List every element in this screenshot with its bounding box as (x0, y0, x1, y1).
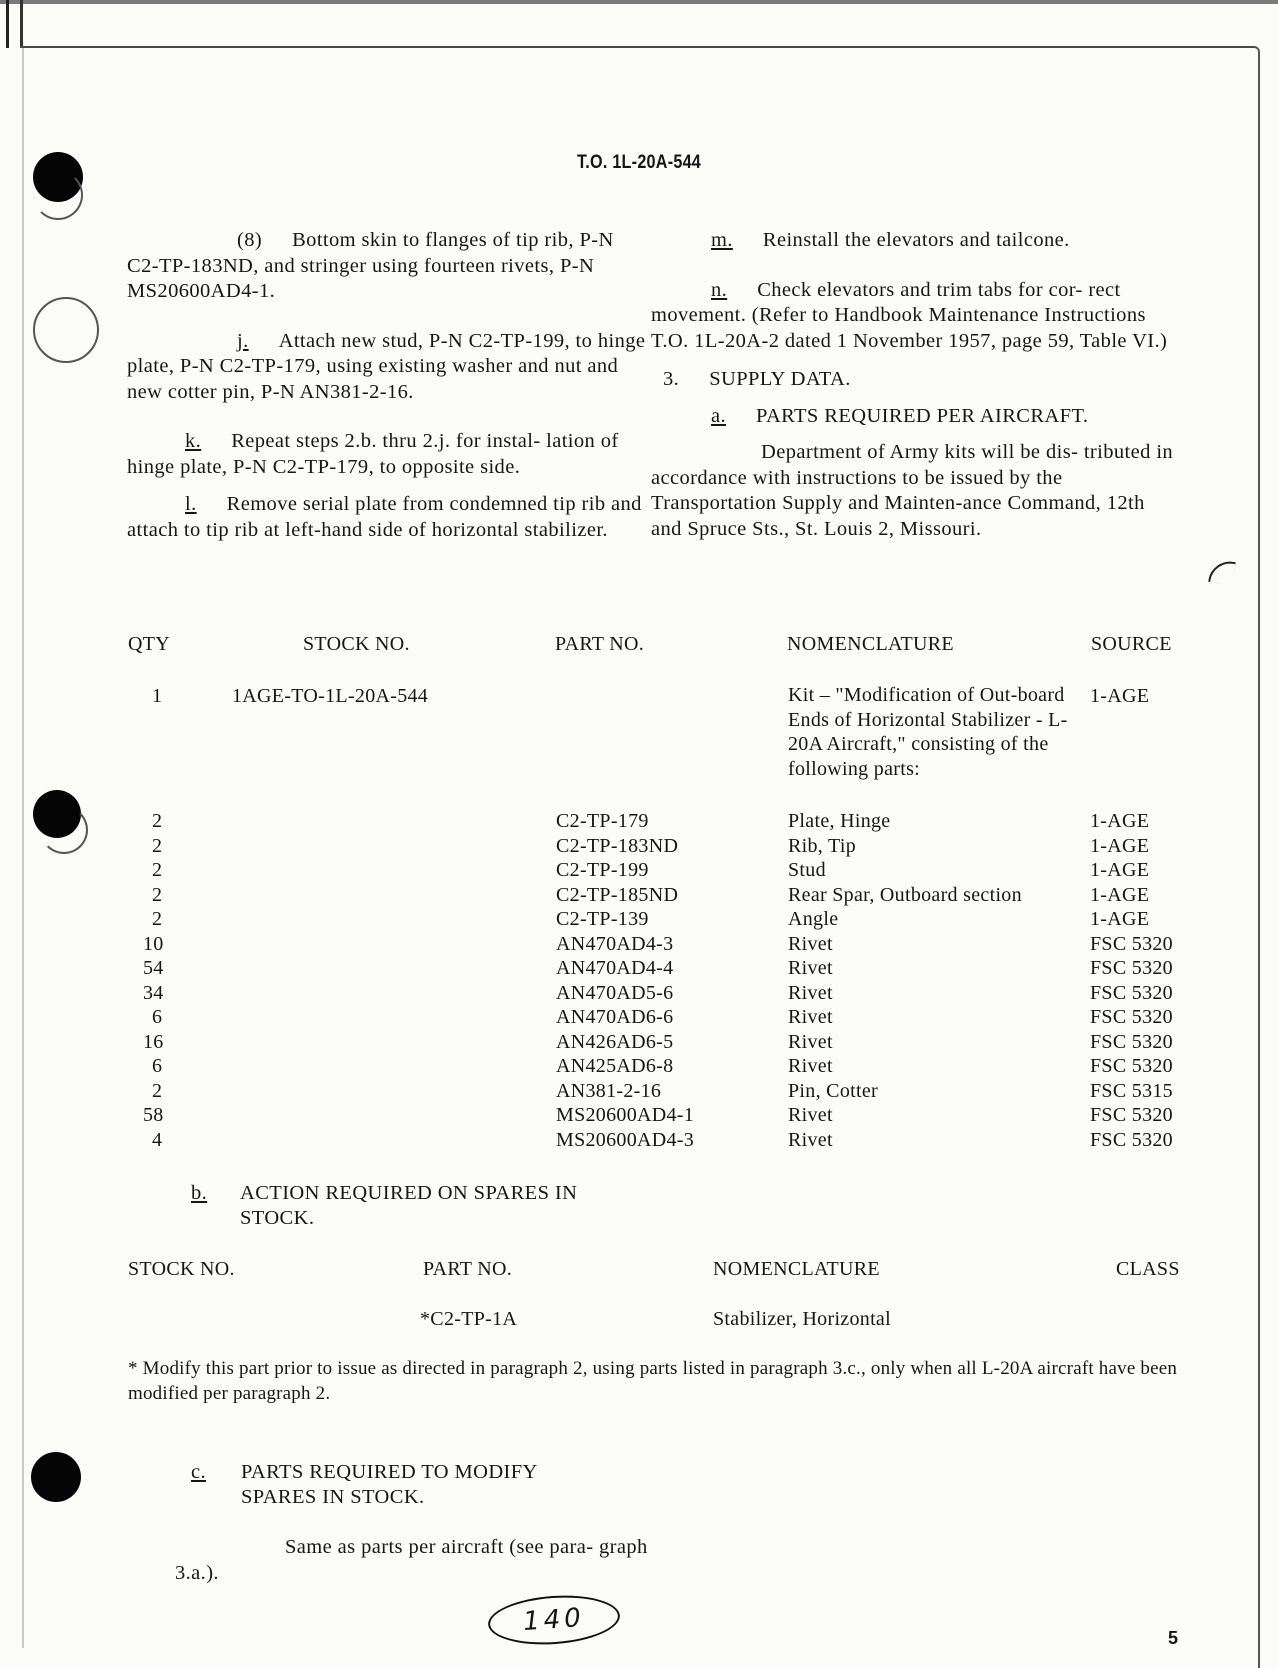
source-cell: 1-AGE (1090, 834, 1150, 857)
document-title: T.O. 1L-20A-544 (576, 152, 702, 173)
qty-cell: 54 (143, 957, 164, 979)
source-cell: FSC 5320 (1090, 1030, 1173, 1053)
step-label: j. (237, 329, 249, 352)
left-column (127, 228, 647, 543)
col-stock-no: STOCK NO. (128, 1258, 235, 1280)
right-column (651, 228, 1176, 542)
footnote: * Modify this part prior to issue as directed in paragraph 2, using parts listed in paragraph 3.c., only when all L-20A aircraft have been modified per paragraph 2. (128, 1358, 1178, 1404)
col-nomenclature: NOMENCLATURE (787, 633, 954, 655)
source-cell: FSC 5315 (1090, 1079, 1173, 1102)
source-cell: FSC 5320 (1090, 1006, 1173, 1028)
source-cell: 1-AGE (1090, 859, 1150, 881)
step-j: j. Attach new stud, P-N C2-TP-199, to hinge plate, P-N C2-TP-179, using existing washer and nut and new cotter pin, P-N AN381-2-16. (127, 329, 646, 403)
part-cell: AN470AD4-4 (556, 957, 674, 979)
part-cell: MS20600AD4-1 (556, 1104, 695, 1126)
step-label: m. (711, 229, 733, 251)
stock-cell: 1AGE-TO-1L-20A-544 (232, 685, 429, 707)
step-n: n. Check elevators and trim tabs for cor- rect movement. (Refer to Handbook Maintenance Instructions T.O. 1L-20A-2 dated 1 November 1957, page 59, Table VI.) (651, 278, 1168, 352)
page-number: 5 (1168, 1628, 1179, 1648)
col-source: SOURCE (1091, 633, 1172, 655)
source-cell: FSC 5320 (1090, 1128, 1173, 1151)
qty-cell: 6 (152, 1055, 163, 1077)
nomenclature-cell: Rivet (788, 1128, 833, 1151)
punch-hole-ghost-icon (40, 806, 88, 854)
nomenclature-cell: Plate, Hinge (788, 810, 891, 832)
nomenclature-cell: Rivet (788, 981, 833, 1004)
nomenclature-cell: Angle (788, 908, 839, 930)
qty-cell: 2 (152, 834, 163, 857)
part-cell: C2-TP-185ND (556, 883, 679, 906)
part-cell: MS20600AD4-3 (556, 1128, 695, 1151)
nomenclature-cell: Rivet (788, 1030, 833, 1053)
nomenclature-cell: Rivet (788, 1055, 833, 1077)
qty-cell: 2 (152, 859, 163, 881)
section-3c-paragraph: Same as parts per aircraft (see para- graph 3.a.). (175, 1536, 648, 1584)
part-cell: AN426AD6-5 (556, 1030, 674, 1053)
nomenclature-cell: Pin, Cotter (788, 1079, 878, 1102)
nomenclature-cell: Rivet (788, 1104, 833, 1126)
nomenclature-cell: Rivet (788, 957, 833, 979)
source-cell: FSC 5320 (1090, 981, 1173, 1004)
source-cell: 1-AGE (1090, 883, 1150, 906)
section-3a-paragraph: Department of Army kits will be dis- tributed in accordance with instructions to be issued by the Transportation Supply and Mainten-ance Command, 12th and Spruce Sts., St. Louis 2, Missouri. (651, 441, 1174, 540)
part-cell: AN470AD4-3 (556, 932, 674, 955)
nomenclature-cell: Rear Spar, Outboard section (788, 883, 1022, 906)
punch-hole-ghost-icon (33, 170, 83, 220)
part-cell: AN470AD6-6 (556, 1006, 674, 1028)
qty-cell: 6 (152, 1006, 163, 1028)
part-cell: *C2-TP-1A (420, 1308, 518, 1330)
part-cell: AN425AD6-8 (556, 1055, 674, 1077)
nomenclature-cell: Stud (788, 859, 826, 881)
col-nomenclature: NOMENCLATURE (713, 1258, 880, 1280)
nomenclature-cell: Stabilizer, Horizontal (713, 1308, 891, 1330)
source-cell: FSC 5320 (1090, 1055, 1173, 1077)
step-label: k. (185, 430, 202, 452)
step-8: (8) Bottom skin to flanges of tip rib, P-N C2-TP-183ND, and stringer using fourteen rivets, P-N MS20600AD4-1. (127, 229, 614, 302)
col-part-no: PART NO. (423, 1258, 513, 1280)
handwritten-page-number: 140 (486, 1591, 621, 1648)
qty-cell: 34 (143, 981, 164, 1004)
scan-edge-left (6, 0, 9, 48)
qty-cell: 2 (152, 883, 163, 906)
source-cell: 1-AGE (1090, 685, 1150, 707)
col-part-no: PART NO. (555, 633, 645, 655)
step-label: (8) (237, 229, 263, 251)
section-3c-heading: c. PARTS REQUIRED TO MODIFY SPARES IN STOCK. (191, 1461, 538, 1508)
qty-cell: 58 (143, 1104, 164, 1126)
nomenclature-cell: Rivet (788, 932, 833, 955)
qty-cell: 2 (152, 1079, 163, 1102)
source-cell: FSC 5320 (1090, 1104, 1173, 1126)
part-cell: C2-TP-139 (556, 908, 649, 930)
part-cell: C2-TP-179 (556, 810, 649, 832)
part-cell: C2-TP-183ND (556, 834, 679, 857)
punch-hole-icon (31, 1452, 81, 1502)
col-stock-no: STOCK NO. (303, 633, 410, 655)
source-cell: 1-AGE (1090, 908, 1150, 930)
source-cell: 1-AGE (1090, 810, 1150, 832)
qty-cell: 2 (152, 810, 163, 832)
punch-hole-outline-icon (33, 297, 99, 363)
qty-cell: 1 (152, 685, 163, 707)
section-3a-heading: a. PARTS REQUIRED PER AIRCRAFT. (711, 404, 1089, 427)
qty-cell: 2 (152, 908, 163, 930)
step-k: k. Repeat steps 2.b. thru 2.j. for instal- lation of hinge plate, P-N C2-TP-179, to opposite side. (127, 430, 619, 478)
step-l: l. Remove serial plate from condemned tip rib and attach to tip rib at left-hand side of horizontal stabilizer. (127, 493, 642, 541)
col-class: CLASS (1116, 1258, 1180, 1280)
nomenclature-cell: Rib, Tip (788, 834, 857, 857)
col-qty: QTY (128, 633, 171, 655)
scan-edge-top (0, 0, 1278, 4)
step-label: l. (185, 493, 197, 515)
step-m: m. Reinstall the elevators and tailcone. (711, 229, 1070, 251)
part-cell: AN381-2-16 (556, 1079, 662, 1102)
source-cell: FSC 5320 (1090, 957, 1173, 979)
nomenclature-cell: Rivet (788, 1006, 833, 1028)
part-cell: AN470AD5-6 (556, 981, 674, 1004)
qty-cell: 16 (143, 1030, 164, 1053)
qty-cell: 4 (152, 1128, 163, 1151)
step-label: n. (711, 278, 728, 301)
source-cell: FSC 5320 (1090, 932, 1173, 955)
page-left-edge (22, 48, 24, 1648)
scan-edge-left-inner (20, 0, 23, 48)
part-cell: C2-TP-199 (556, 859, 649, 881)
nomenclature-cell: Kit – "Modification of Out-board Ends of Horizontal Stabilizer - L-20A Aircraft," consisting of the following parts: (788, 684, 1068, 780)
qty-cell: 10 (143, 932, 164, 955)
section-3b-heading: b. ACTION REQUIRED ON SPARES IN STOCK. (191, 1182, 578, 1229)
section-3-heading: 3. SUPPLY DATA. (663, 368, 851, 390)
